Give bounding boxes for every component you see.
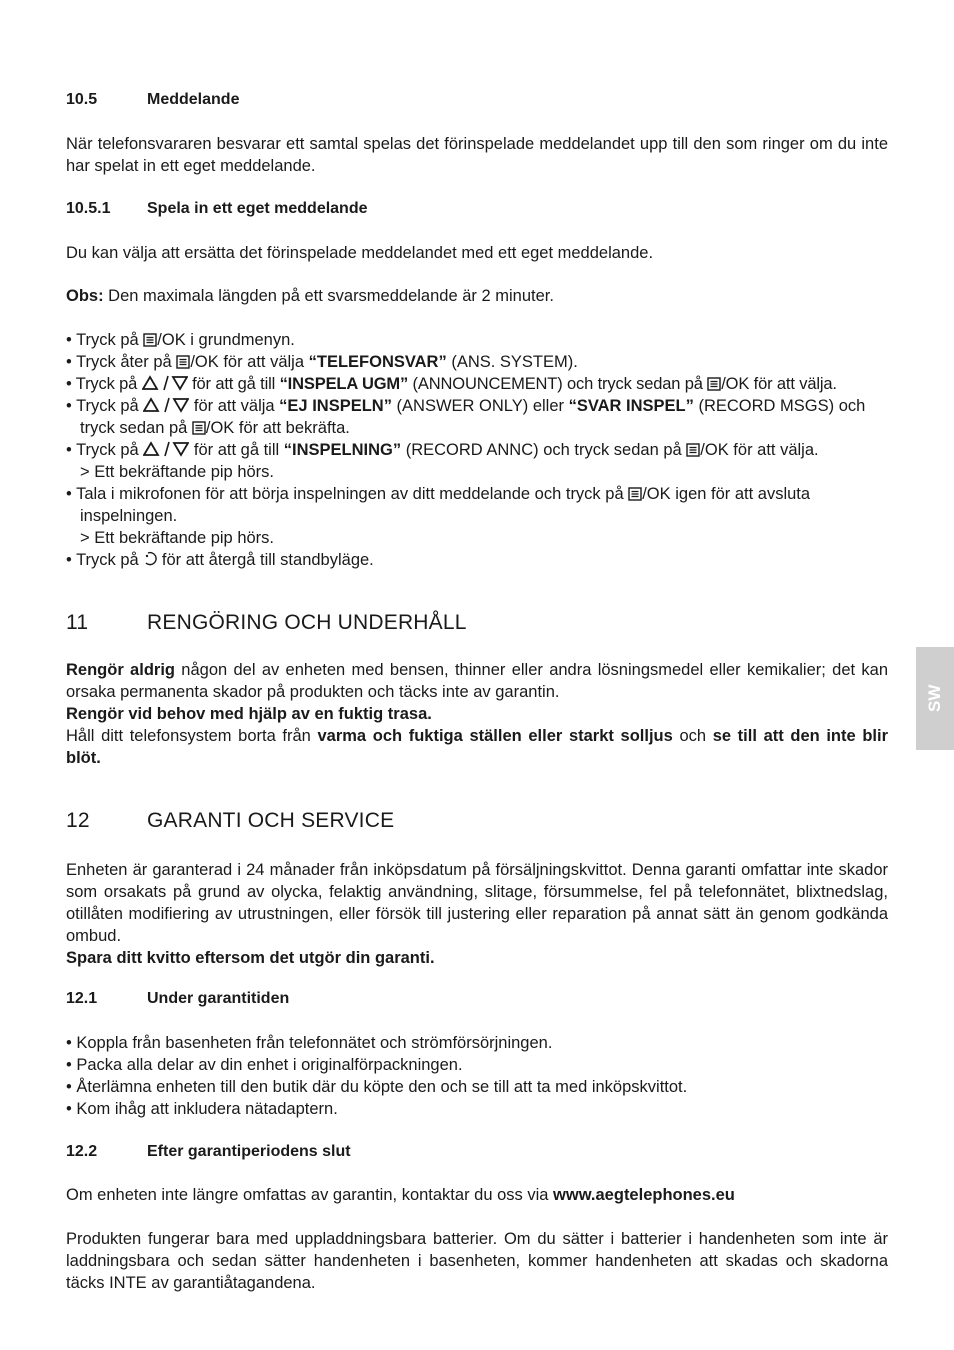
- up-down-icon: [143, 397, 189, 413]
- website-link[interactable]: www.aegtelephones.eu: [553, 1186, 735, 1204]
- menu-icon: [628, 487, 642, 501]
- section-12-2-heading: 12.2 Efter garantiperiodens slut: [66, 1143, 351, 1160]
- contact-paragraph: Om enheten inte längre omfattas av garantin, kontaktar du oss via www.aegtelephones.eu: [66, 1186, 735, 1204]
- up-down-icon: [143, 441, 189, 457]
- section-10-5-1-heading: 10.5.1 Spela in ett eget meddelande: [66, 200, 368, 217]
- section-11-heading: 11 RENGÖRING OCH UNDERHÅLL: [66, 611, 467, 634]
- section-10-5-1-paragraph: Du kan välja att ersätta det förinspelade meddelandet med ett eget meddelande.: [66, 244, 654, 262]
- battery-paragraph: Produkten fungerar bara med uppladdningsbara batterier. Om du sätter i batterier i handenheten som inte är laddningsbara och sedan sätter handenheten i basenheten, kommer handenheten att skadas och skadorna täcks INTE av garantiåtagandena.: [66, 1230, 888, 1292]
- menu-icon: [707, 377, 721, 391]
- section-12-heading: 12 GARANTI OCH SERVICE: [66, 809, 395, 832]
- up-down-icon: [142, 375, 188, 391]
- step-5: • Tryck på för att gå till “INSPELNING” (RECORD ANNC) och tryck sedan på /OK för att välja.: [66, 441, 819, 459]
- menu-icon: [143, 333, 157, 347]
- section-11-paragraph: Rengör aldrig någon del av enheten med bensen, thinner eller andra lösningsmedel eller kemikalier; det kan orsaka permanenta skador på produkten och täcks inte av garantin. Rengör vid behov med hjälp av en fuktig trasa. Håll ditt telefonsystem borta från varma och fuktiga ställen eller starkt solljus och se till att den inte blir blöt.: [66, 661, 888, 767]
- step-6-confirm: > Ett bekräftande pip hörs.: [80, 529, 274, 547]
- section-12-paragraph: Enheten är garanterad i 24 månader från inköpsdatum på försäljningskvittot. Denna garanti omfattar inte skador som orsakats på grund av olycka, felaktig användning, slitage, försummelse, fel på telefonnätet, blixtnedslag, otillåten modifiering av utrustningen, eller försök till justering eller reparation på annat sätt än genom godkända ombud. Spara ditt kvitto eftersom det utgör din garanti.: [66, 861, 888, 967]
- step-4: • Tryck på för att välja “EJ INSPELN” (ANSWER ONLY) eller “SVAR INSPEL” (RECORD MSGS) och: [66, 397, 866, 415]
- section-10-5-paragraph: När telefonsvararen besvarar ett samtal spelas det förinspelade meddelandet upp till den som ringer om du inte har spelat in ett eget meddelande.: [66, 135, 888, 175]
- list-item: • Koppla från basenheten från telefonnätet och strömförsörjningen.: [66, 1034, 553, 1052]
- section-10-5-heading: 10.5 Meddelande: [66, 91, 240, 108]
- step-4-cont: tryck sedan på /OK för att bekräfta.: [80, 419, 350, 437]
- step-6-cont: inspelningen.: [80, 507, 178, 525]
- menu-icon: [192, 421, 206, 435]
- steps-list: [66, 329, 888, 571]
- step-1: • Tryck på /OK i grundmenyn.: [66, 331, 295, 349]
- step-6: • Tala i mikrofonen för att börja inspelningen av ditt meddelande och tryck på /OK igen för att avsluta: [66, 485, 811, 503]
- menu-icon: [176, 355, 190, 369]
- warranty-steps-list: [66, 1032, 888, 1120]
- step-5-confirm: > Ett bekräftande pip hörs.: [80, 463, 274, 481]
- end-call-icon: [143, 551, 157, 567]
- obs-note: Obs: Den maximala längden på ett svarsmeddelande är 2 minuter.: [66, 287, 554, 305]
- step-2: • Tryck åter på /OK för att välja “TELEFONSVAR” (ANS. SYSTEM).: [66, 353, 578, 371]
- section-12-1-heading: 12.1 Under garantitiden: [66, 990, 290, 1007]
- step-3: • Tryck på för att gå till “INSPELA UGM” (ANNOUNCEMENT) och tryck sedan på /OK för att välja.: [66, 375, 837, 393]
- menu-icon: [686, 443, 700, 457]
- step-7: • Tryck på för att återgå till standbyläge.: [66, 551, 374, 569]
- list-item: • Återlämna enheten till den butik där du köpte den och se till att ta med inköpskvittot.: [66, 1078, 688, 1096]
- list-item: • Kom ihåg att inkludera nätadaptern.: [66, 1100, 338, 1118]
- list-item: • Packa alla delar av din enhet i originalförpackningen.: [66, 1056, 463, 1074]
- language-tab: SW: [916, 647, 954, 750]
